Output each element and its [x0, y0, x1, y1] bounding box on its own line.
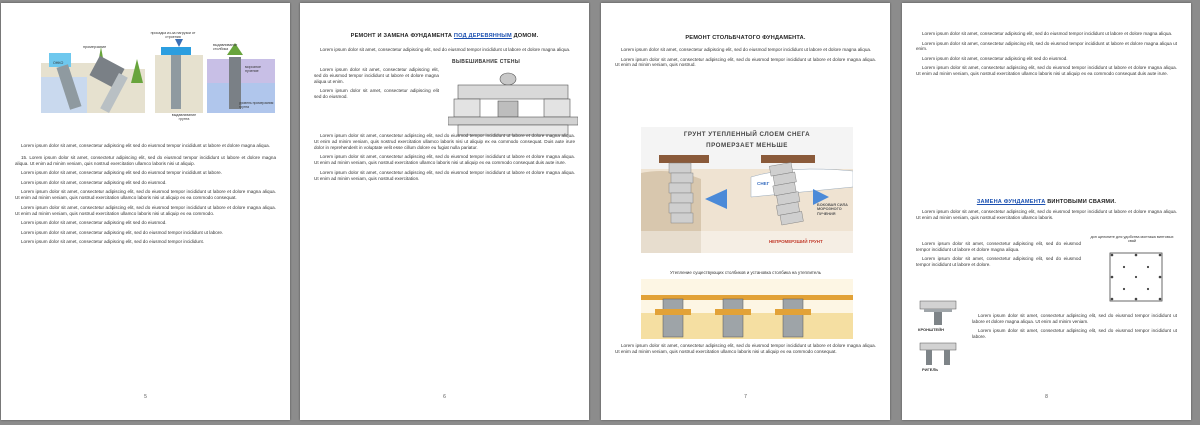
paragraph: Lorem ipsum dolor sit amet, consectetur adipiscing elit, sed do eiusmod tempor incididunt ut labore. — [972, 328, 1177, 340]
heading-text: ВИНТОВЫМИ СВАЯМИ. — [1045, 199, 1117, 205]
figure-caption: ВЫВЕШИВАНИЕ СТЕНЫ — [452, 59, 521, 65]
page-heading: РЕМОНТ СТОЛЬБЧАТОГО ФУНДАМЕНТА. — [685, 35, 806, 41]
figure-label: просадка из-за нагрузки от строения — [150, 31, 196, 39]
document-page-8 — [902, 3, 1191, 420]
paragraph: Lorem ipsum dolor sit amet, consectetur adipiscing elit sed do eiusmod tempor incididunt ut labore. — [21, 170, 222, 176]
paragraph: Lorem ipsum dolor sit amet, consectetur adipiscing elit, sed do eiusmod tempor incididunt ut labore et dolore magna aliqua. — [922, 31, 1173, 36]
side-text — [314, 67, 439, 104]
paragraph: Lorem ipsum dolor sit amet, consectetur adipiscing elit, sed do eiusmod tempor incididunt ut labore et dolore magna aliqua. Ut enim ad minim veniam, quis nostrud exercitation ullamco laboris nisi ut aliquip ex ea commodo. — [15, 204, 276, 216]
paragraph: Lorem ipsum dolor sit amet, consectetur adipiscing elit, sed do eiusmod tempor incididunt ut labore et dolore magna aliqua. Ut enim ad minim veniam, quis nostrud exercitation ullamco laboris. — [916, 209, 1177, 220]
figure-label-side-force: БОКОВАЯ СИЛА МОРОЗНОГО ПУЧЕНИЯ — [817, 203, 848, 216]
paragraph: Lorem ipsum dolor sit amet, consectetur adipiscing elit sed do eiusmod. — [21, 179, 167, 185]
figure-label-snow: СНЕГ — [757, 181, 770, 186]
page-body — [15, 143, 276, 249]
paragraph: Lorem ipsum dolor sit amet, consectetur adipiscing elit, sed do eiusmod tempor incididunt ut labore et dolore magna aliqua. — [621, 47, 872, 52]
heading-link[interactable]: ЗАМЕНА ФУНДАМЕНТА — [976, 199, 1046, 205]
figure-title: ПРОМЕРЗАЕТ МЕНЬШЕ — [706, 142, 788, 149]
document-page-6 — [300, 3, 589, 420]
paragraph: Lorem ipsum dolor sit amet, consectetur adipiscing elit, sed do eiusmod tempor incididunt ut labore et dolore magna aliqua. — [916, 241, 1081, 252]
wall-jacking-diagram — [448, 67, 578, 143]
screw-pile-layout-diagram — [1106, 249, 1166, 305]
page-number: 5 — [144, 394, 147, 400]
bracket-diagram — [918, 299, 958, 325]
page-body-mid — [916, 209, 1177, 224]
paragraph: Lorem ipsum dolor sit amet, consectetur adipiscing elit, sed do eiusmod tempor incididunt ut labore et dolore. — [916, 256, 1081, 268]
heading-link[interactable]: ПОД ДЕРЕВЯННЫМ — [453, 33, 512, 39]
document-page-7 — [601, 3, 890, 420]
paragraph: Lorem ipsum dolor sit amet, consectetur adipiscing elit, sed do eiusmod tempor incididunt ut labore et dolore magna aliqua ut enim. — [916, 40, 1177, 52]
bracket-label: КРОНШТЕЙН — [918, 327, 944, 332]
page-body-bottom — [615, 343, 876, 358]
paragraph: Lorem ipsum dolor sit amet, consectetur adipiscing elit, sed do eiusmod tempor incididunt ut labore et dolore magna aliqua. Ut enim ad minim veniam, quis nostrud exercitation ullamco laboris nisi ut aliquip ex ea commodo consequat duis aute irure. — [916, 65, 1177, 77]
post-insulation-figure — [641, 279, 853, 339]
page-body-bottom — [972, 313, 1177, 344]
paragraph: Lorem ipsum dolor sit amet, consectetur adipiscing elit, sed do eiusmod tempor incididunt ut labore et dolore magna aliqua. Ut enim ad minim veniam, quis nostrud exercitation ullamco laboris nisi ut aliquip ex ea commodo consequat. — [15, 189, 276, 201]
paragraph: Lorem ipsum dolor sit amet, consectetur adipiscing elit, sed do eiusmod tempor incididunt ut labore et dolore magna aliqua. Ut enim ad minim veniam, quis nostrud exercitation ullamco laboris nisi ut aliquip ex ea commodo consequat. — [615, 343, 876, 354]
side-text — [916, 241, 1081, 272]
heading-text: РЕМОНТ И ЗАМЕНА ФУНДАМЕНТА — [350, 33, 454, 39]
page-heading — [310, 33, 579, 39]
document-page-5 — [1, 3, 290, 420]
paragraph: Lorem ipsum dolor sit amet, consectetur adipiscing elit, sed do eiusmod tempor incididunt ut labore et dolore magna aliqua ut enim. — [314, 67, 439, 84]
paragraph: Lorem ipsum dolor sit amet, consectetur adipiscing elit, sed do eiusmod tempor incididunt ut labore et dolore magna aliqua. Ut enim ad minim veniam. — [972, 313, 1177, 324]
paragraph: Lorem ipsum dolor sit amet, consectetur adipiscing elit sed do eiusmod. — [314, 88, 439, 100]
crossbar-label: РИГЕЛЬ — [922, 367, 939, 372]
figure-label-ground: НЕПРОМЕРЗШИЙ ГРУНТ — [769, 239, 823, 244]
figure-label: уровень промерзания грунта — [239, 101, 274, 109]
paragraph: Lorem ipsum dolor sit amet, consectetur adipiscing elit, sed do eiusmod tempor incididunt ut labore et dolore magna aliqua. Ut enim ad minim veniam, quis nostrud exercitation ullamco laboris nisi ut aliquip ex ea commodo consequat duis aute irure. — [314, 154, 575, 166]
page-number: 8 — [1045, 394, 1048, 400]
paragraph: Lorem ipsum dolor sit amet, consectetur adipiscing elit, sed do eiusmod tempor incididunt. — [21, 239, 205, 245]
snow-insulation-figure — [641, 127, 853, 253]
figure-label: выдавливание столбика — [213, 43, 238, 51]
page-heading — [912, 199, 1181, 205]
page-body-top — [615, 47, 876, 72]
heading-text: ДОМОМ. — [511, 33, 539, 39]
paragraph: 15. Lorem ipsum dolor sit amet, consectetur adipiscing elit, sed do eiusmod tempor incididunt ut labore et dolore magna aliqua. Ut enim ad minim veniam, quis nostrud exercitation ullamco laboris nisi ut aliquip. — [15, 154, 276, 166]
figure-title: ГРУНТ УТЕПЛЕННЫЙ СЛОЕМ СНЕГА — [683, 131, 811, 138]
paragraph: Lorem ipsum dolor sit amet, consectetur adipiscing elit, sed do eiusmod tempor incididunt ut labore. — [21, 229, 224, 235]
paragraph: Lorem ipsum dolor sit amet, consectetur adipiscing elit, sed do eiusmod tempor incididunt ut labore et dolore magna aliqua. Ut enim ad minim veniam, quis nostrud. — [615, 56, 876, 68]
crossbar-diagram — [918, 341, 958, 365]
paragraph: Lorem ipsum dolor sit amet, consectetur adipiscing elit sed do eiusmod tempor incididunt ut labore et dolore magna aliqua. — [21, 143, 270, 148]
paragraph: Lorem ipsum dolor sit amet, consectetur adipiscing elit sed do eiusmod. — [21, 220, 167, 226]
paragraph: Lorem ipsum dolor sit amet, consectetur adipiscing elit, sed do eiusmod tempor incididunt ut labore et dolore magna aliqua. — [320, 47, 571, 52]
paragraph: Lorem ipsum dolor sit amet, consectetur adipiscing elit, sed do eiusmod tempor incididunt ut labore et dolore magna aliqua. Ut enim ad minim veniam, quis nostrud exercitation. — [314, 169, 575, 181]
figure-label: выдавливание грунта — [171, 113, 197, 121]
page-body-top — [916, 31, 1177, 81]
page-number: 7 — [744, 394, 747, 400]
page-number: 6 — [443, 394, 446, 400]
diagram-caption: доп щелкните для удобства монтажа винтовых свай — [1090, 235, 1174, 244]
paragraph: Lorem ipsum dolor sit amet, consectetur adipiscing elit, sed do eiusmod tempor incididunt ut labore et dolore magna aliqua. Ut enim ad minim veniam, quis nostrud exercitation ullamco laboris nisi ut aliquip ex ea commodo consequat. Duis aute irure dolor in reprehenderit in voluptate velit esse cillum dolore eu fugiat nulla pariatur. — [314, 133, 575, 150]
paragraph: Lorem ipsum dolor sit amet, consectetur adipiscing elit sed do eiusmod. — [922, 55, 1068, 61]
page-body — [314, 133, 575, 185]
intro-paragraph — [314, 47, 575, 57]
figure-label: промерзание — [83, 45, 107, 49]
figure-label: ОНКО — [53, 61, 64, 65]
snow-insulation-drawing — [641, 127, 853, 253]
figure-label: морозное пучение — [245, 65, 262, 73]
figure2-caption: Утепление существующих столбиков и установка столбика на утеплитель — [669, 270, 822, 275]
